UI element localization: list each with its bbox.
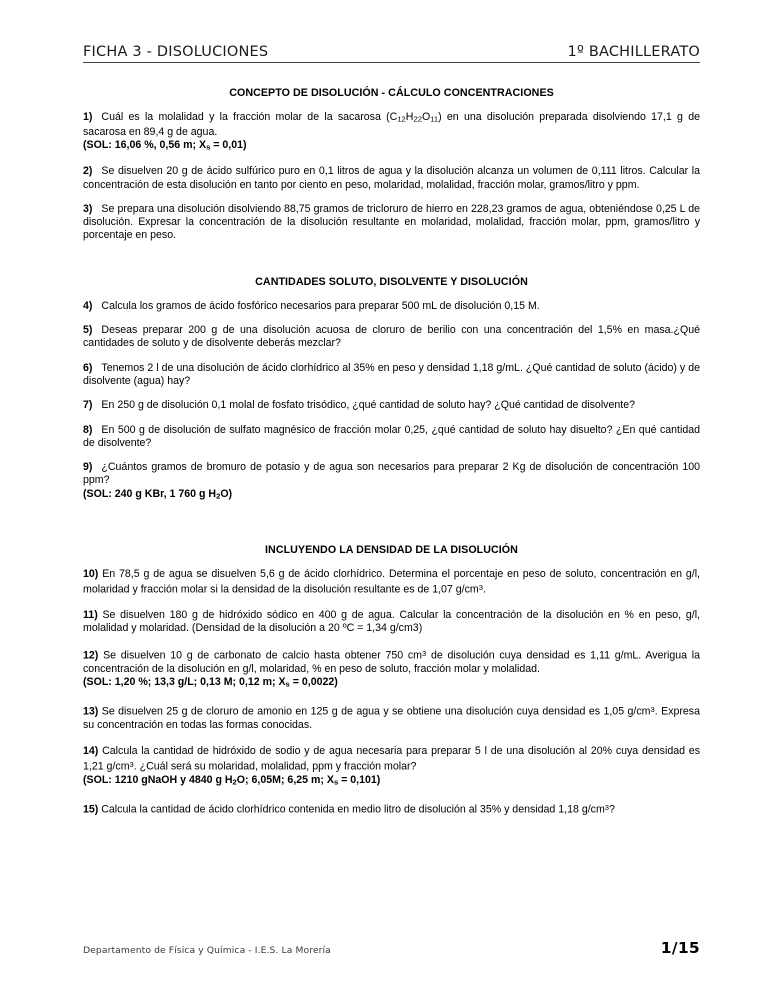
exercise-13	[83, 703, 700, 732]
exercise-1-solution	[83, 139, 700, 154]
footer-department: Departamento de Física y Química - I.E.S. La Morería	[83, 945, 331, 956]
exercise-1-sub-3: 11	[430, 114, 439, 124]
document-content	[83, 44, 700, 816]
exercise-11-text: Se disuelven 180 g de hidróxido sódico en 400 g de agua. Calcular la concentración de la disolución en % en peso, g/l, molalidad y molaridad. (Densidad de la disolución a 20 ºC = 1,34 g/cm3)	[83, 608, 700, 635]
section-heading-densidad: INCLUYENDO LA DENSIDAD DE LA DISOLUCIÓN	[265, 543, 518, 556]
spacer	[83, 597, 700, 609]
exercise-11	[83, 609, 700, 636]
exercise-13-text-b: . Expresa su concentración en todas las formas conocidas.	[83, 705, 701, 732]
spacer	[83, 313, 700, 324]
exercise-3	[83, 203, 700, 243]
exercise-12-sup: 3	[422, 649, 427, 659]
exercise-2	[83, 165, 700, 192]
exercise-13-number: 13)	[83, 705, 99, 718]
exercise-3-text: Se prepara una disolución disolviendo 88,75 gramos de tricloruro de hierro en 228,23 gramos de agua, obteniéndose 0,25 L de disolución. Expresar la concentración de la disolución resultante en molaridad, molalidad, fracción molar, ppm, gramos/litro y porcentaje en peso.	[83, 202, 700, 242]
spacer	[83, 388, 700, 399]
exercise-14-number: 14)	[83, 744, 99, 757]
exercise-9-solution	[83, 488, 700, 503]
exercise-4	[83, 300, 700, 313]
spacer	[83, 556, 700, 568]
exercise-12-solution-a: (SOL: 1,20 %; 13,3 g/L; 0,13 M; 0,12 m; X	[83, 676, 286, 689]
exercise-10	[83, 568, 700, 597]
exercise-14-sup: 3	[129, 759, 134, 769]
exercise-10-text-b: .	[482, 583, 486, 596]
exercise-1	[83, 111, 700, 139]
spacer	[83, 154, 700, 165]
exercise-14	[83, 745, 700, 774]
exercise-15-text-a: Calcula la cantidad de ácido clorhídrico contenida en medio litro de disolución al 35% y densidad 1,18 g/cm	[101, 803, 605, 816]
exercise-8	[83, 424, 700, 451]
exercise-15-number: 15)	[83, 803, 99, 816]
spacer	[83, 351, 700, 362]
exercise-14-solution-sub-2: s	[333, 777, 339, 787]
spacer	[83, 691, 700, 703]
document-header	[83, 44, 700, 63]
spacer	[83, 450, 700, 461]
exercise-2-number: 2)	[83, 165, 93, 178]
exercise-12-number: 12)	[83, 649, 99, 662]
exercise-14-solution	[83, 774, 700, 789]
exercise-1-sub-2: 22	[413, 114, 422, 124]
exercise-12	[83, 647, 700, 676]
exercise-9-solution-b: O)	[220, 487, 233, 500]
spacer	[83, 733, 700, 745]
exercise-10-text-a: En 78,5 g de agua se disuelven 5,6 g de ácido clorhídrico. Determina el porcentaje en peso de soluto, concentración en g/l, molaridad y fracción molar si la densidad de la disolución resultante es de 1,07 g/cm	[83, 567, 700, 596]
exercise-1-text-d: ) en una disolución preparada disolviendo 17,1 g de sacarosa en 89,4 g de agua.	[83, 111, 700, 138]
section-heading-cantidades: CANTIDADES SOLUTO, DISOLVENTE Y DISOLUCIÓN	[255, 275, 528, 288]
exercise-9	[83, 461, 700, 488]
exercise-4-number: 4)	[83, 299, 93, 312]
exercise-15-sup: 3	[604, 802, 610, 812]
spacer	[83, 413, 700, 424]
exercise-6	[83, 362, 700, 389]
exercise-15-text-b: ?	[609, 803, 615, 816]
spacer	[83, 99, 700, 111]
exercise-5-text: Deseas preparar 200 g de una disolución acuosa de cloruro de berilio con una concentración del 1,5% en masa.¿Qué cantidades de soluto y de disolvente deberás mezclar?	[83, 324, 700, 350]
spacer	[83, 288, 700, 300]
exercise-6-number: 6)	[83, 361, 93, 374]
exercise-9-text: ¿Cuántos gramos de bromuro de potasio y de agua son necesarios para preparar 2 Kg de disolución de concentración 100 ppm?	[83, 461, 700, 487]
exercise-14-text-a: Calcula la cantidad de hidróxido de sodio y de agua necesaria para preparar 5 l de una disolución al 20% cuya densidad es 1,21 g/cm	[83, 744, 700, 773]
exercise-7-number: 7)	[83, 399, 93, 412]
section-heading-concepto: CONCEPTO DE DISOLUCIÓN - CÁLCULO CONCENTRACIONES	[229, 87, 554, 99]
exercise-1-text-b: H	[405, 111, 414, 123]
exercise-1-sub-1: 12	[397, 114, 406, 124]
exercise-8-number: 8)	[83, 423, 93, 436]
exercise-2-text: Se disuelven 20 g de ácido sulfúrico puro en 0,1 litros de agua y la disolución alcanza un volumen de 0,111 litros. Calcular la concentración de esta disolución en tanto por ciento en peso, molaridad, molalidad, fracción molar, gramos/litro y ppm.	[83, 165, 700, 191]
exercise-8-text: En 500 g de disolución de sulfato magnésico de fracción molar 0,25, ¿qué cantidad de soluto hay disuelto? ¿En qué cantidad de disolvente?	[83, 423, 700, 449]
exercise-9-solution-sub: 2	[216, 491, 221, 501]
exercise-1-text-a: Cuál es la molalidad y la fracción molar de la sacarosa (C	[101, 111, 398, 123]
exercise-1-solution-a: (SOL: 16,06 %, 0,56 m; X	[83, 139, 207, 152]
exercise-12-solution-b: = 0,0022)	[289, 676, 338, 689]
spacer	[83, 789, 700, 801]
exercise-11-number: 11)	[83, 608, 98, 621]
exercise-3-number: 3)	[83, 202, 93, 215]
spacer	[83, 192, 700, 203]
exercise-5	[83, 324, 700, 351]
document-footer	[83, 939, 700, 957]
exercise-10-sup: 3	[478, 582, 483, 592]
exercise-10-number: 10)	[83, 567, 99, 580]
exercise-14-solution-sub-1: 2	[232, 777, 237, 787]
exercise-12-text-b: de disolución cuya densidad es 1,11 g/mL. Averigua la concentración de la disolución en g/l, molaridad, % en peso de soluto, fracción molar y molalidad.	[83, 649, 700, 676]
exercise-7	[83, 399, 700, 412]
exercise-12-solution-sub: s	[285, 680, 290, 690]
header-title-left: FICHA 3 - DISOLUCIONES	[83, 44, 269, 60]
header-title-right: 1º BACHILLERATO	[567, 44, 700, 60]
exercise-7-text: En 250 g de disolución 0,1 molal de fosfato trisódico, ¿qué cantidad de soluto hay? ¿Qué cantidad de disolvente?	[101, 399, 635, 412]
spacer	[83, 635, 700, 647]
exercise-14-solution-b: O; 6,05M; 6,25 m; X	[236, 773, 334, 786]
exercise-14-solution-c: = 0,101)	[338, 773, 381, 786]
exercise-12-text-a: Se disuelven 10 g de carbonato de calcio hasta obtener 750 cm	[103, 649, 423, 662]
exercise-1-solution-sub: s	[206, 142, 211, 152]
footer-page-number: 1/15	[660, 939, 700, 957]
exercise-14-solution-a: (SOL: 1210 gNaOH y 4840 g H	[83, 773, 233, 786]
exercise-9-number: 9)	[83, 461, 93, 474]
exercise-4-text: Calcula los gramos de ácido fosfórico necesarios para preparar 500 mL de disolución 0,15 M.	[101, 299, 540, 312]
exercise-5-number: 5)	[83, 324, 93, 337]
exercise-6-text: Tenemos 2 l de una disolución de ácido clorhídrico al 35% en peso y densidad 1,18 g/mL. ¿Qué cantidad de soluto (ácido) y de disolvente (agua) hay?	[83, 361, 700, 387]
exercise-13-text-a: Se disuelven 25 g de cloruro de amonio en 125 g de agua y se obtiene una disolución cuya densidad es 1,05 g/cm	[101, 705, 651, 718]
exercise-9-solution-a: (SOL: 240 g KBr, 1 760 g H	[83, 487, 217, 500]
exercise-13-sup: 3	[650, 705, 655, 715]
exercise-1-text-c: O	[421, 111, 431, 123]
exercise-12-solution	[83, 676, 700, 691]
exercise-14-text-b: . ¿Cuál será su molaridad, molalidad, ppm y fracción molar?	[133, 760, 417, 773]
exercise-1-solution-b: = 0,01)	[210, 139, 247, 152]
exercise-15	[83, 801, 700, 817]
exercise-1-number: 1)	[83, 111, 93, 123]
